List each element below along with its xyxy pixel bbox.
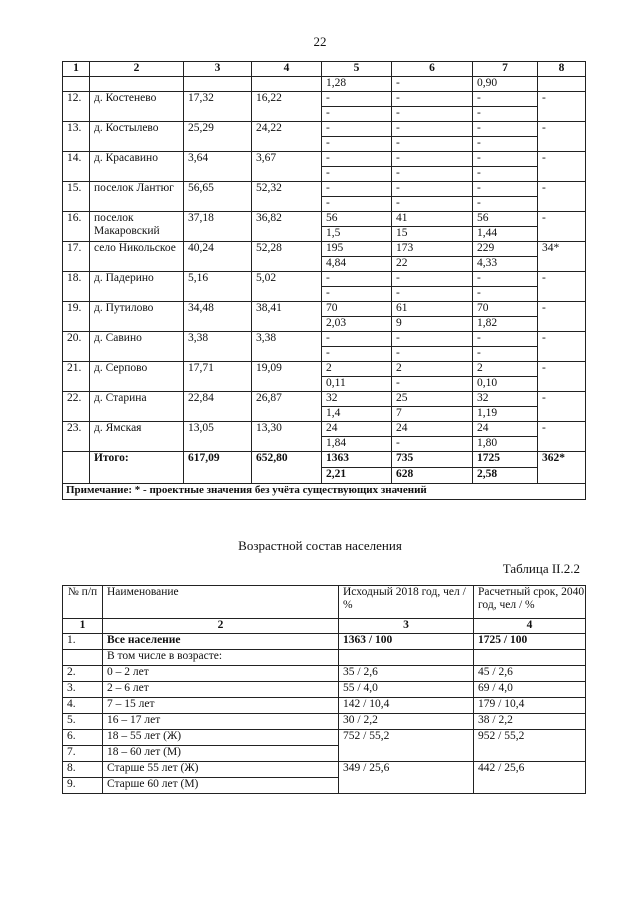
row-number: 23. (63, 422, 90, 452)
header-cell: 2 (90, 62, 184, 77)
col5-value: - (322, 92, 392, 107)
row-number: 21. (63, 362, 90, 392)
table-row (63, 634, 586, 650)
col8-value: - (538, 332, 586, 362)
projected-value: 952 / 55,2 (474, 730, 586, 762)
row-number: 19. (63, 302, 90, 332)
settlement-name: д. Костылево (90, 122, 184, 152)
header-cell-projected: Расчетный срок, 2040 год, чел / % (474, 586, 586, 619)
row-number: 14. (63, 152, 90, 182)
col6-value: - (392, 152, 473, 167)
row-name: Старше 60 лет (М) (103, 778, 339, 794)
table-note: Примечание: * - проектные значения без учёта существующих значений (63, 484, 586, 500)
col3-value: 617,09 (184, 452, 252, 484)
col3-value: 22,84 (184, 392, 252, 422)
col5-value: - (322, 137, 392, 152)
settlement-name: д. Падерино (90, 272, 184, 302)
col6-value: - (392, 137, 473, 152)
col6-value: 7 (392, 407, 473, 422)
cell (63, 452, 90, 484)
col4-value: 52,28 (252, 242, 322, 272)
cell (252, 77, 322, 92)
col6-value: 2 (392, 362, 473, 377)
initial-value: 55 / 4,0 (339, 682, 474, 698)
settlement-name: село Никольское (90, 242, 184, 272)
initial-value: 1363 / 100 (339, 634, 474, 650)
row-number: 3. (63, 682, 103, 698)
settlement-name: д. Ямская (90, 422, 184, 452)
initial-value: 142 / 10,4 (339, 698, 474, 714)
col7-value: 1,19 (473, 407, 538, 422)
col7-value: 1725 (473, 452, 538, 468)
index-cell: 2 (103, 619, 339, 634)
col5-value: - (322, 197, 392, 212)
cell: 1,28 (322, 77, 392, 92)
table-row (63, 122, 586, 137)
table-row (63, 242, 586, 257)
age-structure-table (62, 585, 586, 794)
col3-value: 3,38 (184, 332, 252, 362)
col5-value: 4,84 (322, 257, 392, 272)
row-name: 18 – 60 лет (М) (103, 746, 339, 762)
header-cell-initial: Исходный 2018 год, чел / % (339, 586, 474, 619)
header-cell: 3 (184, 62, 252, 77)
row-number: 13. (63, 122, 90, 152)
col6-value: 15 (392, 227, 473, 242)
settlement-name: поселок Лантюг (90, 182, 184, 212)
header-cell: 6 (392, 62, 473, 77)
col6-value: 173 (392, 242, 473, 257)
col7-value: 1,80 (473, 437, 538, 452)
initial-value: 752 / 55,2 (339, 730, 474, 762)
col3-value: 40,24 (184, 242, 252, 272)
col8-value: - (538, 182, 586, 212)
settlement-name: д. Путилово (90, 302, 184, 332)
index-cell: 4 (474, 619, 586, 634)
col4-value: 3,38 (252, 332, 322, 362)
col8-value: 362* (538, 452, 586, 484)
table-row (63, 392, 586, 407)
col8-value: - (538, 152, 586, 182)
col5-value: 1,84 (322, 437, 392, 452)
table-row (63, 92, 586, 107)
table-row (63, 714, 586, 730)
table-row (63, 762, 586, 778)
total-label: Итого: (90, 452, 184, 484)
col4-value: 38,41 (252, 302, 322, 332)
col7-value: 4,33 (473, 257, 538, 272)
col7-value: - (473, 287, 538, 302)
col6-value: - (392, 182, 473, 197)
col4-value: 19,09 (252, 362, 322, 392)
cell (339, 650, 474, 666)
initial-value: 349 / 25,6 (339, 762, 474, 794)
col5-value: - (322, 287, 392, 302)
header-cell: 5 (322, 62, 392, 77)
col3-value: 37,18 (184, 212, 252, 242)
col7-value: 70 (473, 302, 538, 317)
col6-value: 61 (392, 302, 473, 317)
col7-value: - (473, 137, 538, 152)
col7-value: 24 (473, 422, 538, 437)
row-number: 16. (63, 212, 90, 242)
projected-value: 38 / 2,2 (474, 714, 586, 730)
row-number: 7. (63, 746, 103, 762)
col6-value: - (392, 272, 473, 287)
col6-value: - (392, 437, 473, 452)
initial-value: 35 / 2,6 (339, 666, 474, 682)
col7-value: 32 (473, 392, 538, 407)
col6-value: 24 (392, 422, 473, 437)
col8-value: - (538, 422, 586, 452)
cell (63, 650, 103, 666)
index-cell: 1 (63, 619, 103, 634)
header-cell-name: Наименование (103, 586, 339, 619)
col5-value: 2,21 (322, 468, 392, 484)
col7-value: 2,58 (473, 468, 538, 484)
table-row (63, 682, 586, 698)
col3-value: 3,64 (184, 152, 252, 182)
col5-value: - (322, 122, 392, 137)
projected-value: 442 / 25,6 (474, 762, 586, 794)
col7-value: - (473, 197, 538, 212)
col6-value: - (392, 197, 473, 212)
col6-value: 628 (392, 468, 473, 484)
projected-value: 69 / 4,0 (474, 682, 586, 698)
col5-value: 1,5 (322, 227, 392, 242)
col3-value: 56,65 (184, 182, 252, 212)
col7-value: - (473, 152, 538, 167)
col8-value: - (538, 272, 586, 302)
col6-value: 41 (392, 212, 473, 227)
cell (184, 77, 252, 92)
col4-value: 36,82 (252, 212, 322, 242)
col4-value: 24,22 (252, 122, 322, 152)
col4-value: 16,22 (252, 92, 322, 122)
row-name: Все население (103, 634, 339, 650)
row-name: Старше 55 лет (Ж) (103, 762, 339, 778)
table-row (63, 422, 586, 437)
col5-value: 1363 (322, 452, 392, 468)
row-number: 1. (63, 634, 103, 650)
col5-value: 1,4 (322, 407, 392, 422)
col7-value: 2 (473, 362, 538, 377)
col3-value: 34,48 (184, 302, 252, 332)
col6-value: - (392, 167, 473, 182)
settlement-name: д. Савино (90, 332, 184, 362)
row-number: 4. (63, 698, 103, 714)
table-row (63, 152, 586, 167)
col5-value: - (322, 272, 392, 287)
col3-value: 17,71 (184, 362, 252, 392)
table-row (63, 666, 586, 682)
col7-value: 1,82 (473, 317, 538, 332)
row-number: 8. (63, 762, 103, 778)
col7-value: 56 (473, 212, 538, 227)
col8-value: - (538, 362, 586, 392)
cell: - (392, 77, 473, 92)
col4-value: 13,30 (252, 422, 322, 452)
row-name: 7 – 15 лет (103, 698, 339, 714)
col6-value: 735 (392, 452, 473, 468)
row-number: 20. (63, 332, 90, 362)
col4-value: 5,02 (252, 272, 322, 302)
col5-value: - (322, 107, 392, 122)
col5-value: 2,03 (322, 317, 392, 332)
cell (474, 650, 586, 666)
header-cell: 4 (252, 62, 322, 77)
col5-value: 195 (322, 242, 392, 257)
col6-value: - (392, 122, 473, 137)
cell (63, 77, 90, 92)
table-row (63, 730, 586, 746)
col3-value: 5,16 (184, 272, 252, 302)
col7-value: - (473, 182, 538, 197)
col5-value: 2 (322, 362, 392, 377)
header-row (63, 62, 586, 77)
table-caption: Таблица II.2.2 (502, 561, 580, 576)
subheading-row (63, 650, 586, 666)
col6-value: 9 (392, 317, 473, 332)
row-number: 15. (63, 182, 90, 212)
table-row (63, 362, 586, 377)
index-cell: 3 (339, 619, 474, 634)
col5-value: - (322, 182, 392, 197)
header-cell: 1 (63, 62, 90, 77)
settlement-name: д. Серпово (90, 362, 184, 392)
col7-value: - (473, 167, 538, 182)
header-cell: 8 (538, 62, 586, 77)
col8-value: - (538, 92, 586, 122)
col8-value: - (538, 392, 586, 422)
col4-value: 26,87 (252, 392, 322, 422)
cell: 0,90 (473, 77, 538, 92)
col6-value: - (392, 377, 473, 392)
col8-value: - (538, 212, 586, 242)
col7-value: 229 (473, 242, 538, 257)
table-row (63, 332, 586, 347)
col3-value: 13,05 (184, 422, 252, 452)
table-row (63, 212, 586, 227)
index-row (63, 619, 586, 634)
header-row (63, 586, 586, 619)
settlement-name: д. Костенево (90, 92, 184, 122)
col6-value: - (392, 347, 473, 362)
row-name: В том числе в возрасте: (103, 650, 339, 666)
col5-value: 56 (322, 212, 392, 227)
col5-value: 0,11 (322, 377, 392, 392)
col4-value: 652,80 (252, 452, 322, 484)
col7-value: - (473, 347, 538, 362)
col5-value: 32 (322, 392, 392, 407)
cell (538, 77, 586, 92)
section-title: Возрастной состав населения (238, 538, 402, 553)
col6-value: - (392, 332, 473, 347)
col5-value: - (322, 167, 392, 182)
row-name: 2 – 6 лет (103, 682, 339, 698)
table-row (63, 182, 586, 197)
settlement-name: д. Старина (90, 392, 184, 422)
row-number: 2. (63, 666, 103, 682)
row-number: 17. (63, 242, 90, 272)
col8-value: 34* (538, 242, 586, 272)
table-row (63, 302, 586, 317)
col6-value: 25 (392, 392, 473, 407)
col5-value: - (322, 332, 392, 347)
row-name: 0 – 2 лет (103, 666, 339, 682)
col5-value: - (322, 152, 392, 167)
row-name: 16 – 17 лет (103, 714, 339, 730)
table-row (63, 698, 586, 714)
row-number: 9. (63, 778, 103, 794)
col6-value: - (392, 107, 473, 122)
col6-value: - (392, 92, 473, 107)
col8-value: - (538, 122, 586, 152)
col8-value: - (538, 302, 586, 332)
col5-value: 24 (322, 422, 392, 437)
projected-value: 179 / 10,4 (474, 698, 586, 714)
cell (90, 77, 184, 92)
projected-value: 45 / 2,6 (474, 666, 586, 682)
note-row (63, 484, 586, 500)
header-cell: 7 (473, 62, 538, 77)
col3-value: 25,29 (184, 122, 252, 152)
continuation-row (63, 77, 586, 92)
row-number: 18. (63, 272, 90, 302)
table-row (63, 272, 586, 287)
col5-value: - (322, 347, 392, 362)
projected-value: 1725 / 100 (474, 634, 586, 650)
header-cell-num: № п/п (63, 586, 103, 619)
col6-value: 22 (392, 257, 473, 272)
row-number: 12. (63, 92, 90, 122)
settlement-name: д. Красавино (90, 152, 184, 182)
col7-value: - (473, 122, 538, 137)
col6-value: - (392, 287, 473, 302)
row-number: 5. (63, 714, 103, 730)
col7-value: 1,44 (473, 227, 538, 242)
row-name: 18 – 55 лет (Ж) (103, 730, 339, 746)
col7-value: 0,10 (473, 377, 538, 392)
col3-value: 17,32 (184, 92, 252, 122)
settlements-table (62, 61, 586, 500)
col5-value: 70 (322, 302, 392, 317)
row-number: 22. (63, 392, 90, 422)
col7-value: - (473, 332, 538, 347)
total-row (63, 452, 586, 468)
col7-value: - (473, 107, 538, 122)
col4-value: 52,32 (252, 182, 322, 212)
row-number: 6. (63, 730, 103, 746)
col7-value: - (473, 92, 538, 107)
col4-value: 3,67 (252, 152, 322, 182)
initial-value: 30 / 2,2 (339, 714, 474, 730)
col7-value: - (473, 272, 538, 287)
settlement-name: поселок Макаровский (90, 212, 184, 242)
page-number: 22 (313, 34, 327, 49)
